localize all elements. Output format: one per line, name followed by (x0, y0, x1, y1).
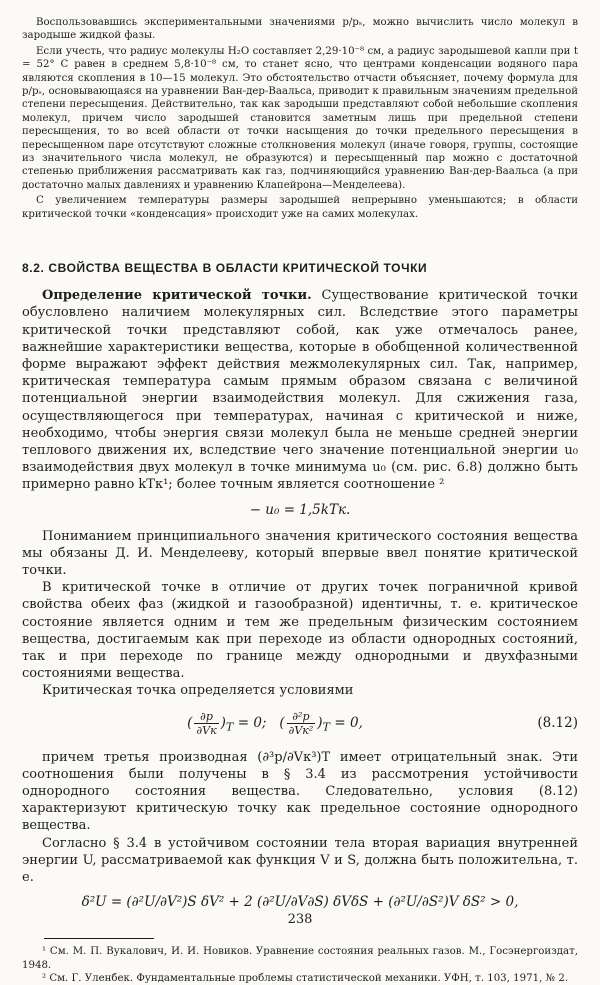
paragraph-second-variation: Согласно § 3.4 в устойчивом состоянии тела вторая вариация внутренней энергии U, рассматриваемой как функция V и S, должна быть положительна, т. е. (22, 835, 578, 885)
equation-8-12 (22, 710, 578, 737)
equation-number: (8.12) (537, 715, 578, 732)
paragraph-definition (22, 287, 578, 493)
paragraph-conditions: Критическая точка определяется условиями (42, 683, 354, 699)
intro-paragraph-3: С увеличением температуры размеры зародышей непрерывно уменьшаются; в области критической точки «конденсация» происходит уже на самих молекулах. (22, 195, 578, 220)
section-heading: 8.2. СВОЙСТВА ВЕЩЕСТВА В ОБЛАСТИ КРИТИЧЕСКОЙ ТОЧКИ (22, 261, 428, 276)
footnote-2: ² См. Г. Уленбек. Фундаментальные проблемы статистической механики. УФН, т. 103, 1971, № 2. (42, 973, 569, 984)
paragraph-title: Определение критической точки. (42, 288, 312, 304)
paragraph-mendeleev: Пониманием принципиального значения критического состояния вещества мы обязаны Д. И. Менделееву, который впервые ввел понятие критической точки. (22, 528, 578, 578)
paragraph-critical-point: В критической точке в отличие от других точек пограничной кривой свойства обеих фаз (жидкой и газообразной) идентичны, т. е. критическое состояние является одним и тем же предельным физическим состоянием вещества, достигаемым как при переходе из области однородных состояний, так и при переходе по границе между однородными и двухфазными состояниями вещества. (22, 580, 578, 682)
fraction-2: $\frac{\text{∂²p}}{\text{∂Vк²}}$ (288, 709, 314, 737)
fraction-1: $\frac{\partial p}{\partial Vк}$ (196, 709, 217, 737)
equation-second-variation: δ²U = (∂²U/∂V²)S δV² + 2 (∂²U/∂V∂S) δVδS + (∂²U/∂S²)V δS² > 0, (81, 894, 519, 911)
intro-paragraph-1: Воспользовавшись экспериментальными значениями p/pₛ, можно вычислить число молекул в зародыше жидкой фазы. (22, 17, 578, 42)
intro-paragraph-2: Если учесть, что радиус молекулы H₂O составляет 2,29·10⁻⁸ см, а радиус зародышевой капли при t = 52° С равен в среднем 5,8·10⁻⁸ см, то станет ясно, что центрами конденсации водяного пара являются скопления в 10—15 молекул. Это обстоятельство отчасти объясняет, почему формула для p/pₛ, основывающаяся на уравнении Ван-дер-Ваальса, приводит к правильным значениям предельной степени пересыщения. Действительно, так как зародыши представляют собой небольшие скопления молекул, причем число зародышей становится заметным лишь при предельной степени пересыщения, то во всей области от точки насыщения до точки предельного пересыщения в пересыщенном паре отсутствуют сложные столкновения молекул (иначе говоря, группы, состоящие из значительного числа молекул, не образуются) и пересыщенный пар можно с достаточной степенью приближения рассматривать как газ, подчиняющийся уравнению Ван-дер-Ваальса (а при достаточно малых давлениях и уравнению Клапейрона—Менделеева). (22, 45, 578, 191)
footnote-1: ¹ См. М. П. Вукалович, И. И. Новиков. Уравнение состояния реальных газов. М., Госэнергоиздат, 1948. (22, 946, 578, 971)
paragraph-third-derivative: причем третья производная (∂³p/∂Vк³)T имеет отрицательный знак. Эти соотношения были получены в § 3.4 из рассмотрения устойчивости однородного состояния вещества. Следовательно, условия (8.12) характеризуют критическую точку как предельное состояние однородного вещества. (22, 749, 578, 834)
footnote-rule (44, 938, 154, 939)
page-number: 238 (287, 912, 313, 927)
equation-u0: − u₀ = 1,5kTк. (249, 501, 351, 518)
paragraph-definition-text: Существование критической точки обусловлено наличием молекулярных сил. Вследствие этого параметры критической точки представляют собой, как уже отмечалось ранее, важнейшие характеристики вещества, которые в обобщенной количественной форме выражают эффект действия межмолекулярных сил. Так, например, критическая температура самым прямым образом связана с величиной потенциальной энергии взаимодействия молекул. Для сжижения газа, осуществляющегося при температурах, начиная с критической и ниже, необходимо, чтобы энергия связи молекул была не меньше средней энергии теплового движения их, вследствие чего значение потенциальной энергии u₀ взаимодействия двух молекул в точке минимума u₀ (см. рис. 6.8) должно быть примерно равно kTк¹; более точным является соотношение ² (22, 288, 578, 493)
equation-8-12-formula: ( $\frac{\partial p}{\partial Vк}$ )$_T = 0$; ( $\frac{\text{∂²p}}{\text{∂Vк²}}$ )$_T = 0$, (187, 709, 363, 737)
